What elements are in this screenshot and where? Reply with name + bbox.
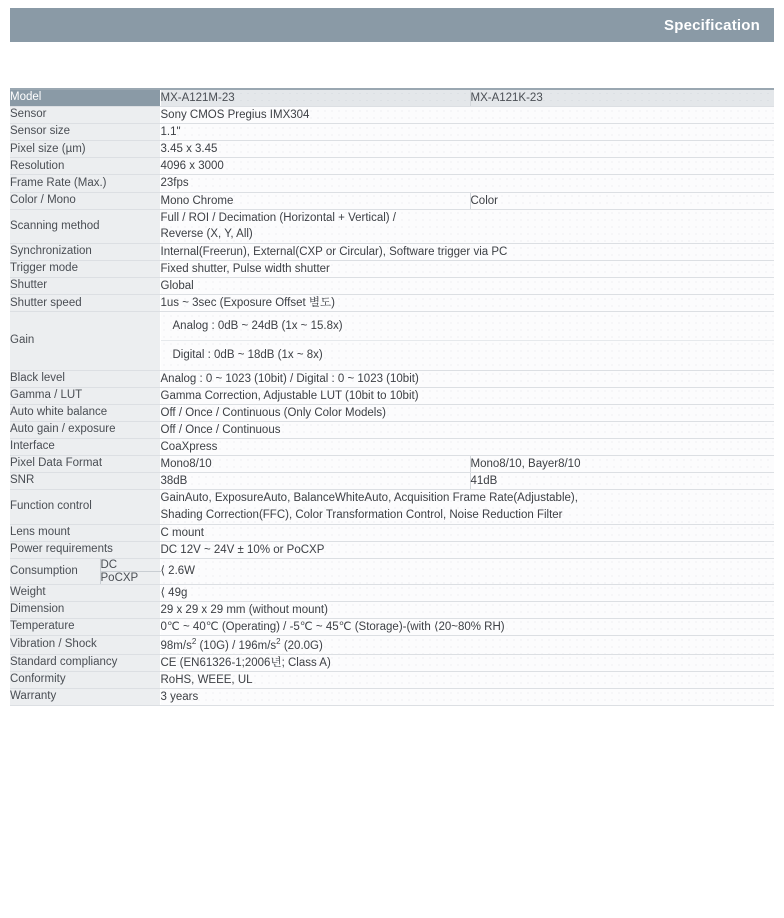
- row-label: Sensor size: [10, 124, 160, 141]
- row-value: C mount: [160, 524, 774, 541]
- row-value-line2: Shading Correction(FFC), Color Transformation Control, Noise Reduction Filter: [160, 508, 563, 521]
- row-value: Analog : 0 ~ 1023 (10bit) / Digital : 0 ~ 1023 (10bit): [160, 370, 774, 387]
- row-label: Conformity: [10, 672, 160, 689]
- row-label: Frame Rate (Max.): [10, 175, 160, 192]
- table-row: [10, 107, 774, 124]
- row-value: Gamma Correction, Adjustable LUT (10bit to 10bit): [160, 387, 774, 404]
- row-value: Off / Once / Continuous (Only Color Models): [160, 404, 774, 421]
- row-value-line1: Full / ROI / Decimation (Horizontal + Vertical) /: [160, 211, 397, 224]
- row-value: Sony CMOS Pregius IMX304: [160, 107, 774, 124]
- row-label-consumption: Consumption: [10, 558, 100, 584]
- table-row: [10, 192, 774, 209]
- row-value-mono: Mono Chrome: [160, 192, 470, 209]
- row-value: 0℃ ~ 40℃ (Operating) / -5℃ ~ 45℃ (Storage)-(with ⟨20~80% RH): [160, 618, 774, 635]
- row-value-color: 41dB: [470, 473, 774, 490]
- row-label: Gamma / LUT: [10, 387, 160, 404]
- row-value: Global: [160, 278, 774, 295]
- row-value-mono: Mono8/10: [160, 456, 470, 473]
- table-row: [10, 295, 774, 312]
- row-label: Gain: [10, 312, 160, 370]
- row-value: $98m/s^2$ $(10G) / 196m/s^2$ (20.0G): [160, 636, 774, 655]
- table-row: [10, 672, 774, 689]
- row-value: 3 years: [160, 689, 774, 706]
- row-label: Shutter speed: [10, 295, 160, 312]
- row-label: Pixel Data Format: [10, 456, 160, 473]
- table-row: [10, 261, 774, 278]
- row-label: Auto white balance: [10, 404, 160, 421]
- table-row: [10, 473, 774, 490]
- table-row: [10, 456, 774, 473]
- table-row: [10, 124, 774, 141]
- table-row: [10, 387, 774, 404]
- row-label: Scanning method: [10, 209, 160, 243]
- row-value: CE (EN61326-1;2006년; Class A): [160, 654, 774, 671]
- row-label: Resolution: [10, 158, 160, 175]
- row-label: Auto gain / exposure: [10, 421, 160, 438]
- table-row: [10, 524, 774, 541]
- table-row: [10, 636, 774, 655]
- row-label: SNR: [10, 473, 160, 490]
- page-title: Specification: [664, 16, 760, 34]
- row-value-line2: Reverse (X, Y, All): [160, 228, 253, 241]
- table-row: [10, 312, 774, 370]
- row-value: 1.1": [160, 124, 774, 141]
- row-value: DC 12V ~ 24V ± 10% or PoCXP: [160, 541, 774, 558]
- header-model-color: MX-A121K-23: [470, 89, 774, 107]
- table-header-row: [10, 89, 774, 107]
- row-value: 1us ~ 3sec (Exposure Offset 별도): [160, 295, 774, 312]
- table-row: [10, 584, 774, 601]
- table-row: [10, 244, 774, 261]
- table-row: [10, 175, 774, 192]
- table-row: [10, 141, 774, 158]
- row-value-subline: Digital : 0dB ~ 18dB (1x ~ 8x): [161, 340, 775, 369]
- row-value: ⟨ 49g: [160, 584, 774, 601]
- row-value-consumption: ⟨ 2.6W: [160, 558, 774, 584]
- row-sublabel-dc: DC: [100, 558, 160, 571]
- specification-table-body: [10, 89, 774, 706]
- row-value: [160, 312, 774, 370]
- row-label: Synchronization: [10, 244, 160, 261]
- row-value: 29 x 29 x 29 mm (without mount): [160, 601, 774, 618]
- row-label: Function control: [10, 490, 160, 524]
- header-label-model: Model: [10, 89, 160, 107]
- table-row: [10, 618, 774, 635]
- row-label: Standard compliancy: [10, 654, 160, 671]
- row-label: Sensor: [10, 107, 160, 124]
- row-sublabel-pocxp: PoCXP: [100, 571, 160, 584]
- row-value-mono: 38dB: [160, 473, 470, 490]
- table-row: [10, 209, 774, 243]
- row-label: Black level: [10, 370, 160, 387]
- row-value-subline: Analog : 0dB ~ 24dB (1x ~ 15.8x): [172, 320, 343, 333]
- specification-banner: [10, 8, 774, 42]
- header-model-mono: MX-A121M-23: [160, 89, 470, 107]
- row-label: Pixel size (µm): [10, 141, 160, 158]
- row-value-line1: GainAuto, ExposureAuto, BalanceWhiteAuto, Acquisition Frame Rate(Adjustable),: [160, 492, 578, 505]
- row-value: CoaXpress: [160, 438, 774, 455]
- row-label: Trigger mode: [10, 261, 160, 278]
- table-row: [10, 421, 774, 438]
- table-row: [10, 541, 774, 558]
- table-row: [10, 601, 774, 618]
- row-value: 23fps: [160, 175, 774, 192]
- row-value-color: Color: [470, 192, 774, 209]
- row-value: Fixed shutter, Pulse width shutter: [160, 261, 774, 278]
- table-row-consumption-dc: [10, 558, 774, 571]
- row-value: 3.45 x 3.45: [160, 141, 774, 158]
- table-row: [10, 490, 774, 524]
- row-label: Dimension: [10, 601, 160, 618]
- table-row: [10, 158, 774, 175]
- table-row: [10, 404, 774, 421]
- row-label: Vibration / Shock: [10, 636, 160, 655]
- row-label: Lens mount: [10, 524, 160, 541]
- row-value: Internal(Freerun), External(CXP or Circular), Software trigger via PC: [160, 244, 774, 261]
- row-value: Off / Once / Continuous: [160, 421, 774, 438]
- table-row: [10, 278, 774, 295]
- row-value: [160, 209, 774, 243]
- table-row: [10, 689, 774, 706]
- row-label: Power requirements: [10, 541, 160, 558]
- row-label: Weight: [10, 584, 160, 601]
- row-label: Temperature: [10, 618, 160, 635]
- row-label: Color / Mono: [10, 192, 160, 209]
- row-label: Warranty: [10, 689, 160, 706]
- specification-table: [10, 88, 774, 706]
- row-value: [160, 490, 774, 524]
- row-value: RoHS, WEEE, UL: [160, 672, 774, 689]
- table-row: [10, 654, 774, 671]
- table-row: [10, 370, 774, 387]
- row-value: 4096 x 3000: [160, 158, 774, 175]
- row-label: Shutter: [10, 278, 160, 295]
- table-row: [10, 438, 774, 455]
- row-value-color: Mono8/10, Bayer8/10: [470, 456, 774, 473]
- row-label: Interface: [10, 438, 160, 455]
